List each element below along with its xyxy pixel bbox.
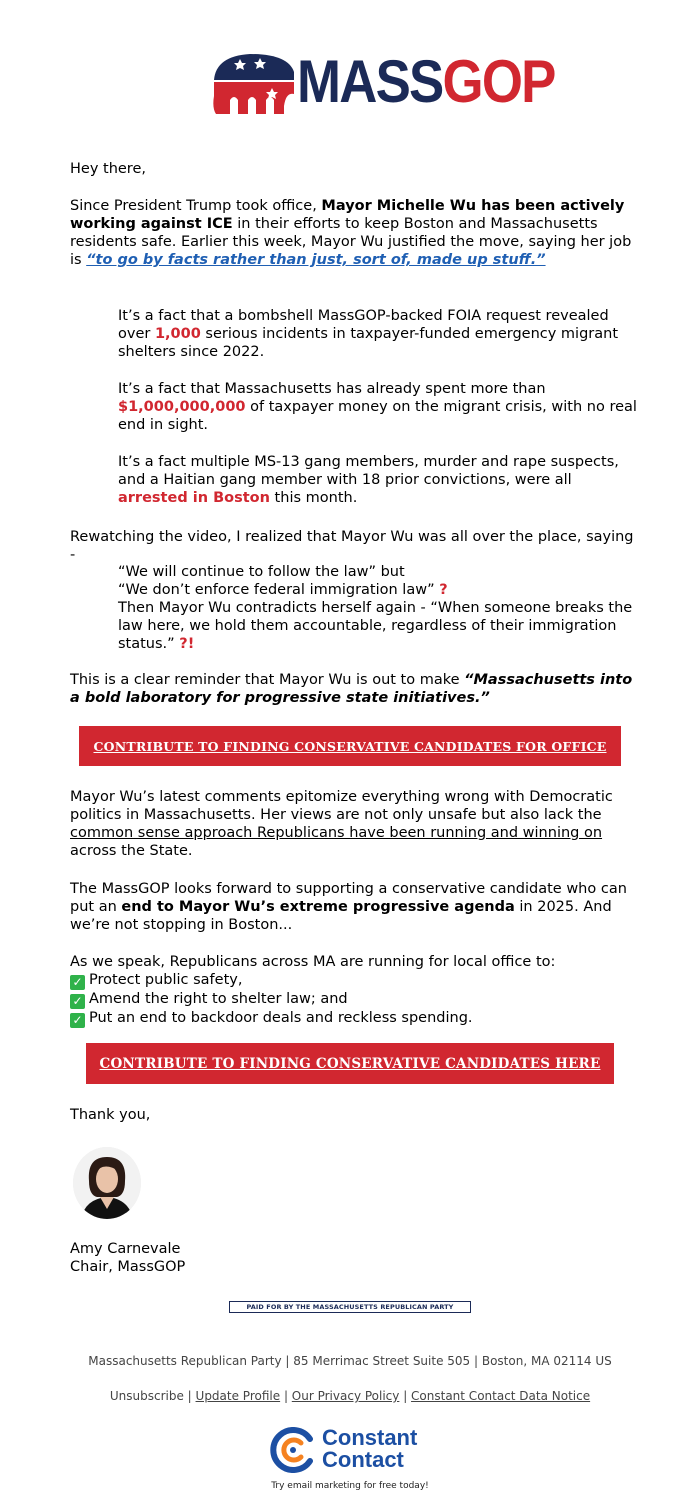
- footer-links: Unsubscribe | Update Profile | Our Privacy Policy | Constant Contact Data Notice: [109, 1389, 591, 1403]
- list-item: ✓ Put an end to backdoor deals and reckless spending.: [70, 1009, 640, 1028]
- checkmark-icon: ✓: [70, 994, 85, 1009]
- massgop-logo: [210, 48, 555, 116]
- paid-for-disclaimer: PAID FOR BY THE MASSACHUSETTS REPUBLICAN PARTY: [229, 1301, 471, 1313]
- fact-paragraph: It’s a fact that Massachusetts has already spent more than $1,000,000,000 of taxpayer money on the migrant crisis, with no real end in sight.: [118, 381, 637, 433]
- quote-line: “We will continue to follow the law” but: [118, 564, 405, 580]
- contribute-here-button[interactable]: CONTRIBUTE TO FINDING CONSERVATIVE CANDIDATES HERE: [86, 1043, 614, 1084]
- looks-forward-paragraph: The MassGOP looks forward to supporting a conservative candidate who can put an end to Mayor Wu’s extreme progressive agenda in 2025. And we’re not stopping in Boston...: [70, 881, 627, 933]
- elephant-icon: [210, 50, 300, 116]
- signature: [70, 1240, 640, 1276]
- thanks-text: Thank you,: [70, 1107, 151, 1123]
- agenda-intro: As we speak, Republicans across MA are running for local office to:: [70, 954, 556, 970]
- list-item: ✓ Amend the right to shelter law; and: [70, 990, 640, 1009]
- unsubscribe-link[interactable]: Unsubscribe: [109, 1389, 184, 1403]
- constant-contact-icon: [270, 1427, 316, 1473]
- contribute-office-button[interactable]: CONTRIBUTE TO FINDING CONSERVATIVE CANDIDATES FOR OFFICE: [79, 726, 621, 766]
- constant-contact-logo[interactable]: [270, 1427, 440, 1475]
- data-notice-link[interactable]: Constant Contact Data Notice: [411, 1389, 591, 1403]
- checkmark-icon: ✓: [70, 1013, 85, 1028]
- quote-line: Then Mayor Wu contradicts herself again - “When someone breaks the law here, we hold them accountable, regardless of their immigration status.” ?!: [118, 600, 633, 652]
- footer-address: Massachusetts Republican Party | 85 Merrimac Street Suite 505 | Boston, MA 02114 US: [88, 1354, 612, 1368]
- signature-name: Amy Carnevale: [70, 1241, 181, 1257]
- quote-block: [118, 563, 638, 653]
- reminder-paragraph: This is a clear reminder that Mayor Wu is out to make “Massachusetts into a bold laboratory for progressive state initiatives.”: [70, 672, 633, 706]
- list-item: ✓ Protect public safety,: [70, 971, 640, 990]
- rewatch-paragraph: Rewatching the video, I realized that Mayor Wu was all over the place, saying -: [70, 529, 634, 563]
- intro-paragraph: Since President Trump took office, Mayor Michelle Wu has been actively working against ICE in their efforts to keep Boston and Massachusetts residents safe. Earlier this week, Mayor Wu justified the move, saying her job is “to go by facts rather than just, sort of, made up stuff.”: [70, 198, 632, 268]
- facts-quote-link[interactable]: “to go by facts rather than just, sort of, made up stuff.”: [86, 252, 546, 268]
- logo-wordmark: MASSGOP: [297, 48, 555, 115]
- agenda-list: [70, 953, 640, 1028]
- signature-title: Chair, MassGOP: [70, 1259, 186, 1275]
- checkmark-icon: ✓: [70, 975, 85, 990]
- update-profile-link[interactable]: Update Profile: [195, 1389, 281, 1403]
- avatar: [73, 1147, 141, 1219]
- constant-contact-wordmark: Constant Contact: [322, 1425, 418, 1472]
- quote-line: “We don’t enforce federal immigration law” ?: [118, 582, 448, 598]
- latest-comments-paragraph: Mayor Wu’s latest comments epitomize everything wrong with Democratic politics in Massachusetts. Her views are not only unsafe but also lack the common sense approach Republicans have been running and winning on across the State.: [70, 789, 613, 859]
- greeting: Hey there,: [70, 161, 146, 177]
- fact-paragraph: It’s a fact that a bombshell MassGOP-backed FOIA request revealed over 1,000 serious incidents in taxpayer-funded emergency migrant shelters since 2022.: [118, 308, 619, 360]
- privacy-policy-link[interactable]: Our Privacy Policy: [291, 1389, 400, 1403]
- constant-contact-tagline[interactable]: Try email marketing for free today!: [271, 1481, 429, 1491]
- fact-paragraph: It’s a fact multiple MS-13 gang members, murder and rape suspects, and a Haitian gang member with 18 prior convictions, were all arrested in Boston this month.: [118, 454, 619, 506]
